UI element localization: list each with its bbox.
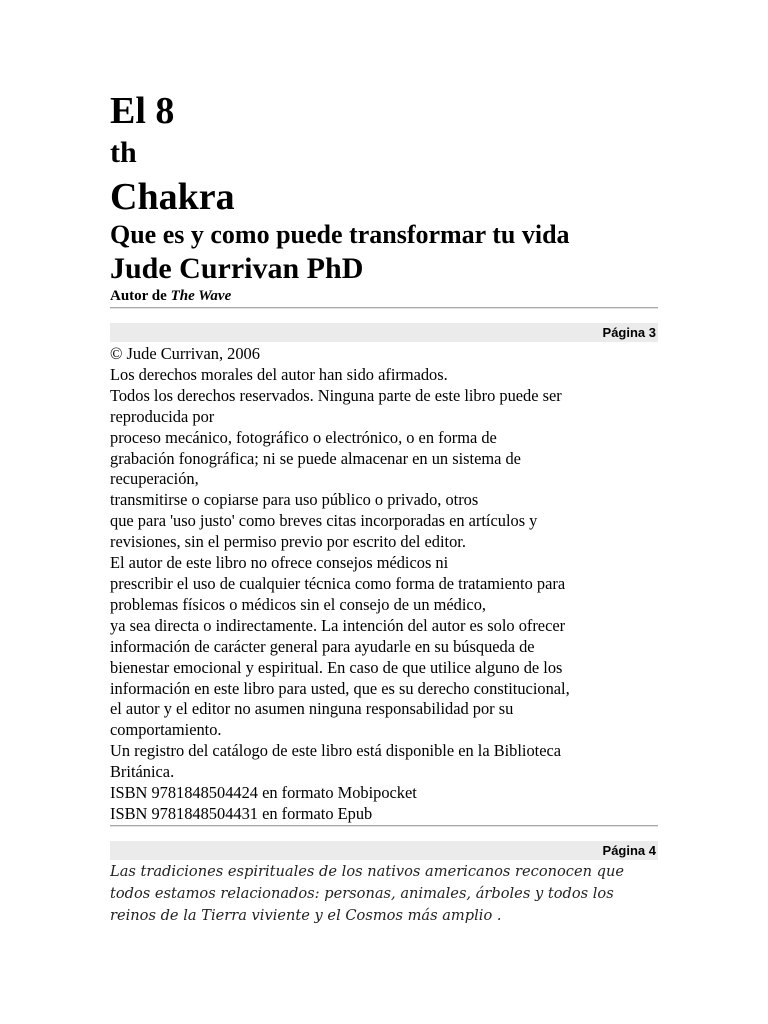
page-number-bar: Página 4	[110, 841, 658, 860]
text-line: © Jude Currivan, 2006	[110, 344, 260, 363]
text-line: ISBN 9781848504431 en formato Epub	[110, 803, 373, 823]
text-line: El autor de este libro no ofrece consejos médicos ni	[110, 553, 449, 573]
text-line: Todos los derechos reservados. Ninguna parte de este libro puede ser	[110, 385, 562, 405]
title-line-3: Chakra	[110, 176, 235, 218]
text-line: el autor y el editor no asumen ninguna responsabilidad por su	[110, 699, 514, 719]
author-of-work: The Wave	[170, 288, 232, 304]
text-line: información de carácter general para ayudarle en su búsqueda de	[110, 636, 535, 656]
author-name: Jude Currivan PhD	[110, 252, 364, 285]
text-line: Un registro del catálogo de este libro está disponible en la Biblioteca	[110, 741, 562, 761]
page-number-bar: Página 3	[110, 323, 658, 342]
author-of	[110, 289, 231, 304]
text-line: ya sea directa o indirectamente. La intención del autor es solo ofrecer	[110, 615, 566, 635]
text-line: revisiones, sin el permiso previo por escrito del editor.	[110, 532, 466, 552]
text-line: comportamiento.	[110, 720, 222, 740]
page-divider	[110, 307, 658, 309]
text-line: Británica.	[110, 762, 175, 782]
text-line: todos estamos relacionados: personas, animales, árboles y todos los	[110, 885, 614, 902]
text-line: reinos de la Tierra viviente y el Cosmos más amplio .	[110, 907, 502, 924]
text-line: prescribir el uso de cualquier técnica como forma de tratamiento para	[110, 573, 566, 593]
author-of-prefix: Autor de	[110, 288, 171, 304]
text-line: reproducida por	[110, 406, 215, 426]
text-line: Los derechos morales del autor han sido afirmados.	[110, 364, 448, 384]
text-line: que para 'uso justo' como breves citas incorporadas en artículos y	[110, 511, 538, 531]
text-line: problemas físicos o médicos sin el consejo de un médico,	[110, 594, 486, 614]
text-line: transmitirse o copiarse para uso público o privado, otros	[110, 490, 479, 510]
text-line: proceso mecánico, fotográfico o electrónico, o en forma de	[110, 427, 497, 447]
title-line-2: th	[110, 136, 137, 169]
text-line: bienestar emocional y espiritual. En caso de que utilice alguno de los	[110, 657, 563, 677]
text-line: información en este libro para usted, que es su derecho constitucional,	[110, 678, 570, 698]
subtitle: Que es y como puede transformar tu vida	[110, 220, 570, 249]
page-divider	[110, 825, 658, 827]
copyright-text	[110, 344, 662, 825]
text-line: grabación fonográfica; ni se puede almacenar en un sistema de	[110, 448, 521, 468]
text-line: recuperación,	[110, 469, 199, 489]
title-line-1: El 8	[110, 90, 175, 132]
text-line: Las tradiciones espirituales de los nativos americanos reconocen que	[110, 863, 625, 880]
text-line: ISBN 9781848504424 en formato Mobipocket	[110, 783, 417, 803]
epigraph-text	[110, 861, 670, 927]
